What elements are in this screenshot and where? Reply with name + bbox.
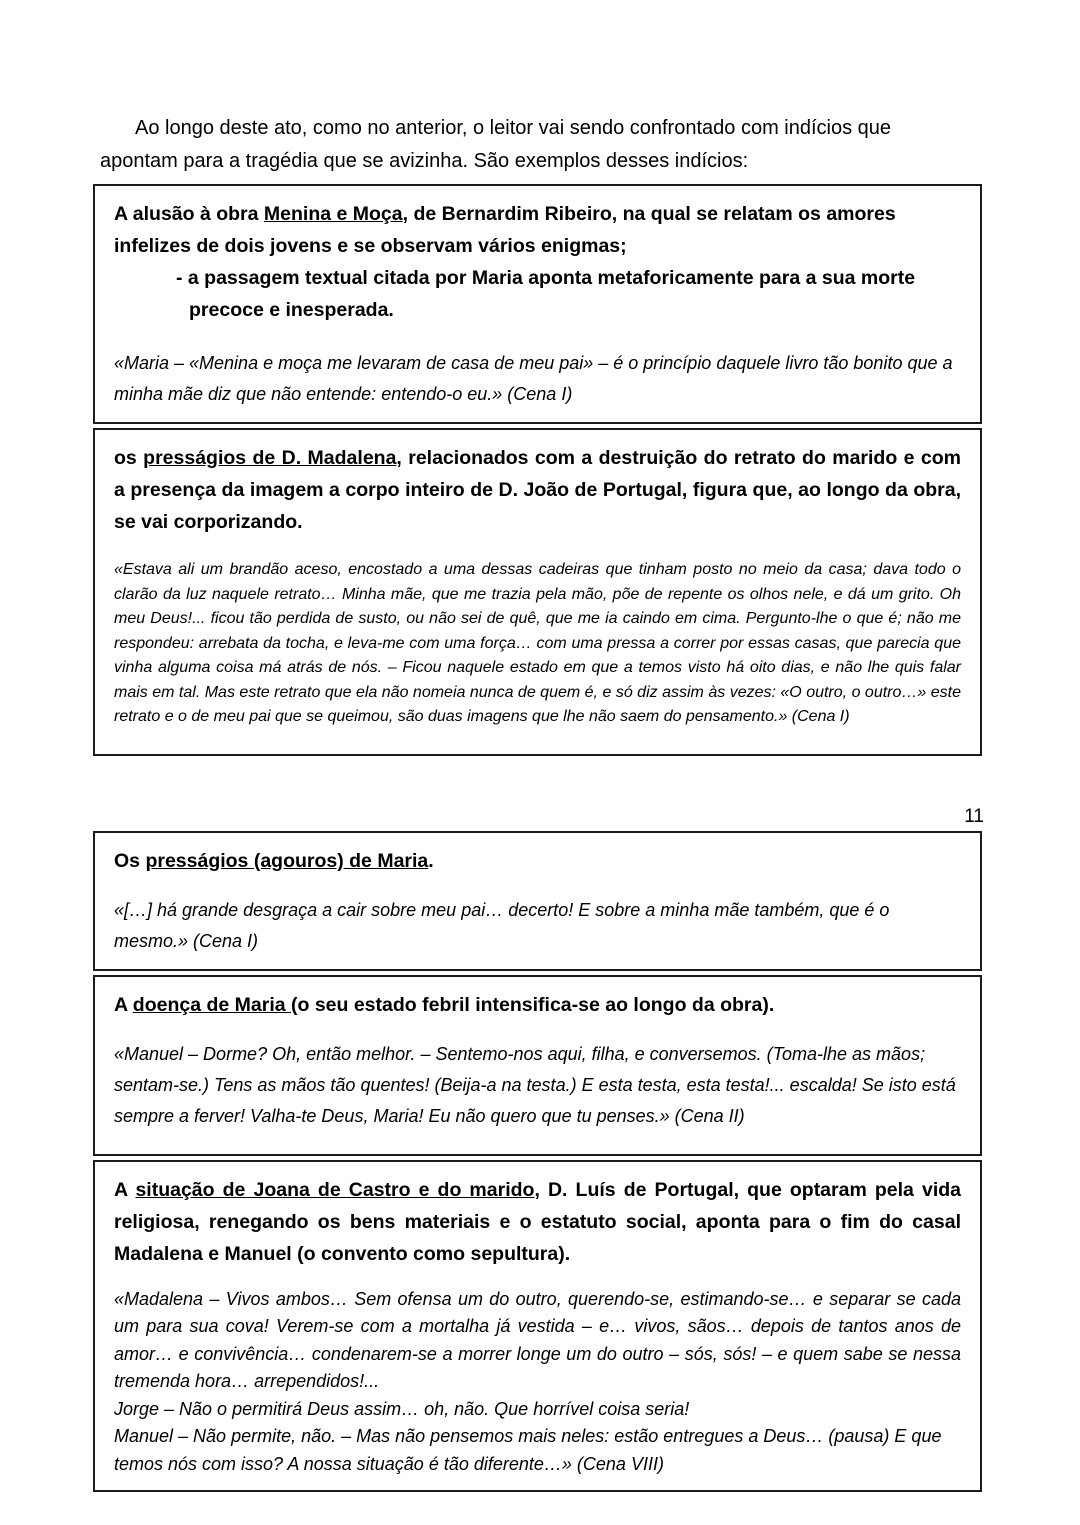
box-heading xyxy=(114,198,961,262)
heading-segment: . xyxy=(428,849,434,872)
box-heading xyxy=(114,989,961,1021)
heading-segment: Os xyxy=(114,849,146,872)
box-heading xyxy=(114,1174,961,1270)
heading-underlined-segment: Menina e Moça xyxy=(263,203,403,225)
dialog-line-madalena: «Madalena – Vivos ambos… Sem ofensa um do outro, querendo-se, estimando-se… e separar se cada um para sua cova! Verem-se com a mortalha já vestida – e… vivos, sãos… depois de tantos anos de amor… e convivência… condenarem-se a morrer longe um do outro – sós, sós! – e quem sabe se nessa tremenda hora… arrependidos!... xyxy=(114,1288,961,1391)
heading-underlined-segment: doença de Maria xyxy=(132,993,291,1016)
dialog-line-jorge: Jorge – Não o permitirá Deus assim… oh, não. Que horrível coisa seria! xyxy=(114,1398,690,1419)
heading-segment: A xyxy=(114,1178,136,1201)
box-heading xyxy=(114,845,961,877)
heading-segment: A xyxy=(114,993,133,1016)
heading-segment: , relacionados com a destruição do retrato do marido e com a presença da imagem a corpo inteiro de D. João de Portugal, figura que, ao longo da obra, se vai corporizando. xyxy=(114,447,961,533)
heading-underlined-segment: presságios (agouros) de Maria xyxy=(145,849,429,872)
box-quote: «Manuel – Dorme? Oh, então melhor. – Sentemo-nos aqui, filha, e conversemos. (Toma-lhe as mãos; sentam-se.) Tens as mãos tão quentes! (Beija-a na testa.) E esta testa, esta testa!... escalda! Se isto está sempre a ferver! Valha-te Deus, Maria! Eu não quero que tu penses.» (Cena II) xyxy=(114,1043,956,1126)
box-quote: «[…] há grande desgraça a cair sobre meu pai… decerto! E sobre a minha mãe também, que é o mesmo.» (Cena I) xyxy=(114,899,890,951)
page-number: 11 xyxy=(964,805,984,827)
box-quote-dialog xyxy=(114,1286,961,1479)
indicio-box-alusao-menina-e-moca xyxy=(93,184,982,424)
box-quote: «Estava ali um brandão aceso, encostado a uma dessas cadeiras que tinham posto no meio da casa; dava todo o clarão da luz naquele retrato… Minha mãe, que me trazia pela mão, põe de repente os olhos nele, e dá um grito. Oh meu Deus!... ficou tão perdida de susto, ou não sei de quê, que me ia caindo em cima. Pergunto-lhe o que é; não me respondeu: arrebata da tocha, e leva-me com uma força… com uma pressa a correr por essas casas, que parecia que vinha alguma coisa má atrás de nós. – Ficou naquele estado em que a temos visto há oito dias, e não lhe quis falar mais em tal. Mas este retrato que ela não nomeia nunca de quem é, e só diz assim às vezes: «O outro, o outro…» este retrato e o de meu pai que se queimou, são duas imagens que lhe não saem do pensamento.» (Cena I) xyxy=(114,561,961,725)
heading-segment: , D. Luís de Portugal, que optaram pela vida religiosa, renegando os bens materiais e o estatuto social, aponta para o fim do casal Madalena e Manuel (o convento como sepultura). xyxy=(114,1178,962,1265)
indicio-box-joana-de-castro xyxy=(93,1160,982,1493)
intro-paragraph: Ao longo deste ato, como no anterior, o leitor vai sendo confrontado com indícios que apontam para a tragédia que se avizinha. São exemplos desses indícios: xyxy=(100,117,892,172)
box-quote: «Maria – «Menina e moça me levaram de casa de meu pai» – é o princípio daquele livro tão bonito que a minha mãe diz que não entende: entendo-o eu.» (Cena I) xyxy=(114,353,953,404)
indicio-box-pressagios-madalena xyxy=(93,428,982,756)
heading-segment: os xyxy=(114,447,144,469)
heading-segment: A alusão à obra xyxy=(114,203,264,225)
indicio-box-doenca-maria xyxy=(93,975,982,1156)
heading-segment: (o seu estado febril intensifica-se ao longo da obra). xyxy=(291,993,775,1016)
dialog-line-manuel: Manuel – Não permite, não. – Mas não pensemos mais neles: estão entregues a Deus… (pausa) E que temos nós com isso? A nossa situação é tão diferente…» (Cena VIII) xyxy=(114,1426,942,1474)
indicio-box-pressagios-maria xyxy=(93,831,982,971)
box-heading xyxy=(114,442,961,538)
heading-segment: , de Bernardim Ribeiro, na qual se relatam os amores infelizes de dois jovens e se observam vários enigmas; xyxy=(114,203,896,257)
heading-underlined-segment: presságios de D. Madalena xyxy=(143,447,397,469)
heading-underlined-segment: situação de Joana de Castro e do marido xyxy=(135,1178,535,1201)
box-subpoint: - a passagem textual citada por Maria aponta metaforicamente para a sua morte precoce e inesperada. xyxy=(176,267,916,321)
